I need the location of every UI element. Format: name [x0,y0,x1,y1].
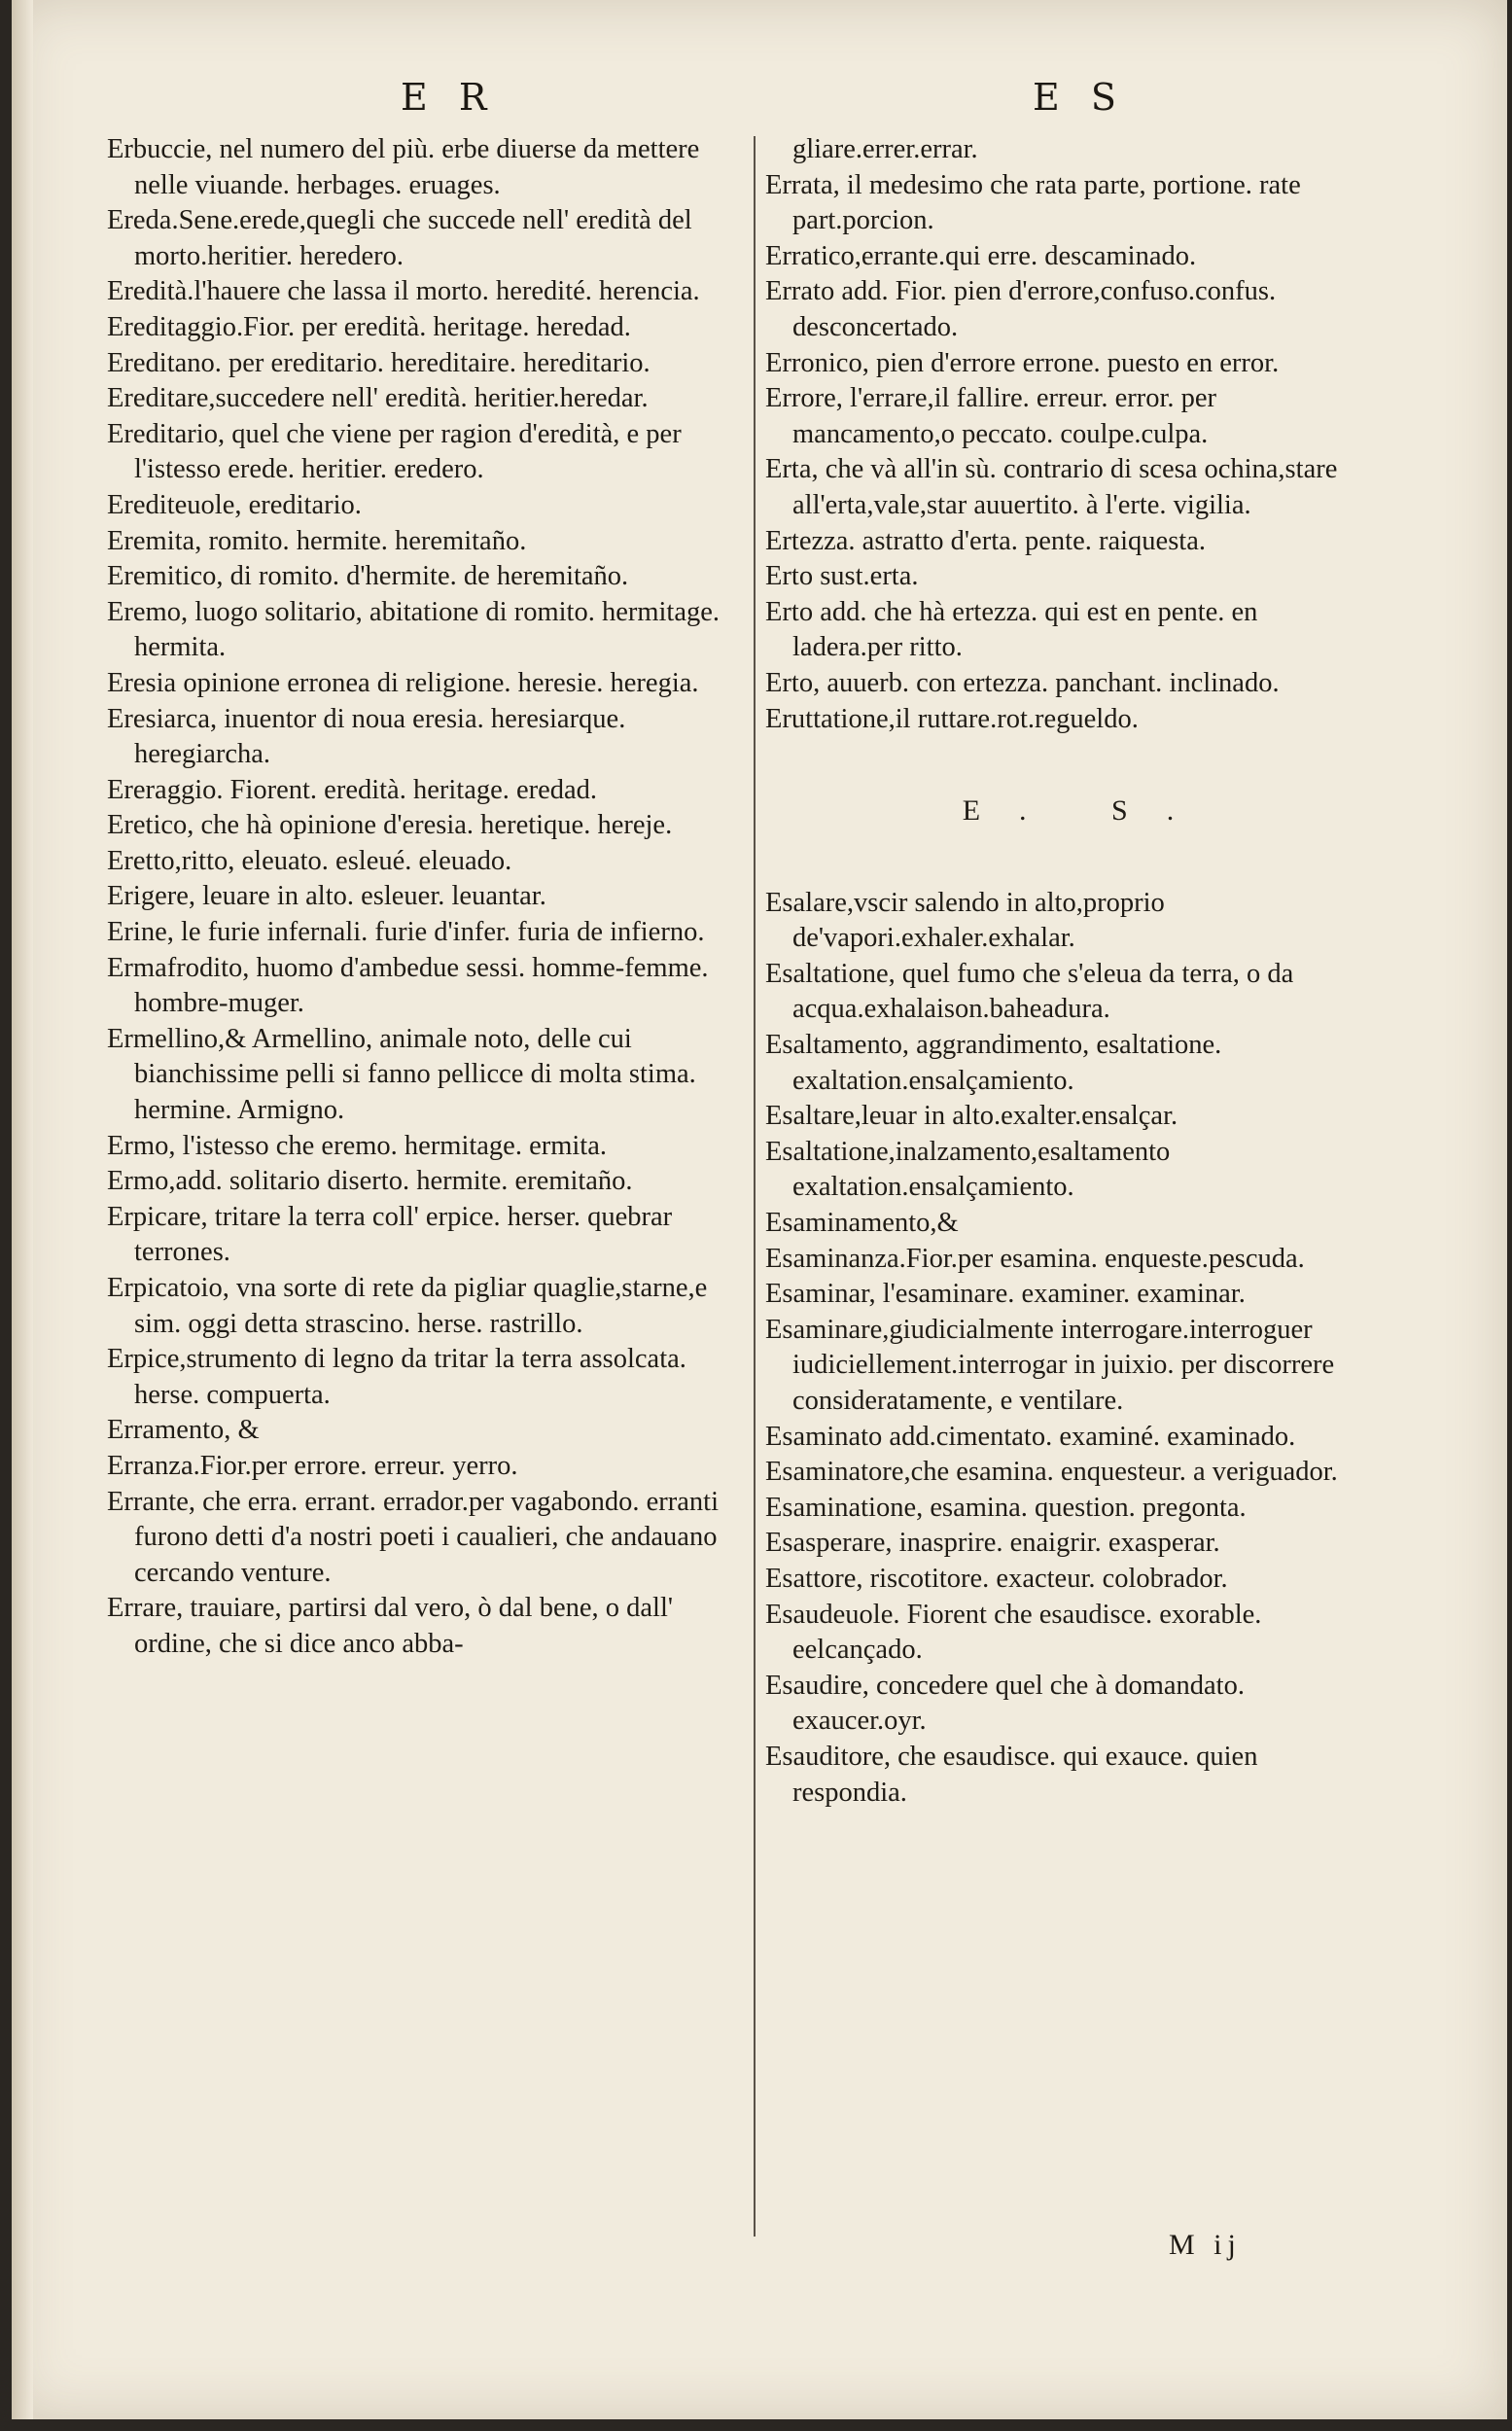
dictionary-entry: Esaltamento, aggrandimento, esaltatione. exaltation.ensalçamiento. [765,1030,1222,1096]
dictionary-entry: Esaudire, concedere quel che à domandato. exaucer.oyr. [765,1670,1245,1737]
dictionary-entry: Esaltatione, quel fumo che s'eleua da terra, o da acqua.exhalaison.baheadura. [765,958,1294,1025]
right-column-top-entries [765,132,1371,737]
dictionary-entry: Eresia opinione erronea di religione. heresie. heregia. [107,667,699,698]
dictionary-entry: Esasperare, inasprire. enaigrir. exasperar. [765,1528,1220,1559]
dictionary-entry: Ereda.Sene.erede,quegli che succede nell' eredità del morto.heritier. heredero. [107,205,692,271]
signature-mark: M ij [1169,2229,1242,2261]
dictionary-entry: Esaminatione, esamina. question. pregonta. [765,1492,1247,1523]
dictionary-entry: Erbuccie, nel numero del più. erbe diuerse da mettere nelle viuande. herbages. eruages. [107,134,700,200]
dictionary-entry: Esaminar, l'esaminare. examiner. examinar. [765,1279,1246,1310]
dictionary-entry: Esalare,vscir salendo in alto,proprio de'vapori.exhaler.exhalar. [765,887,1165,954]
dictionary-entry: Eresiarca, inuentor di noua eresia. heresiarque. heregiarcha. [107,703,626,770]
dictionary-entry: Ermo,add. solitario diserto. hermite. eremitaño. [107,1166,633,1197]
dictionary-entry: Esattore, riscotitore. exacteur. colobrador. [765,1563,1228,1594]
dictionary-entry: Esaltatione,inalzamento,esaltamento exaltation.ensalçamiento. [765,1136,1171,1203]
dictionary-entry: Esaudeuole. Fiorent che esaudisce. exorable. eelcançado. [765,1599,1262,1666]
dictionary-entry: Erine, le furie infernali. furie d'infer. furia de infierno. [107,917,705,948]
dictionary-entry: Ermellino,& Armellino, animale noto, delle cui bianchissime pelli si fanno pellicce di molta stima. hermine. Armigno. [107,1023,696,1126]
dictionary-entry: Ereditare,succedere nell' eredità. heritier.heredar. [107,383,649,414]
column-divider [754,136,756,2237]
dictionary-entry: Errare, trauiare, partirsi dal vero, ò dal bene, o dall' ordine, che si dice anco abba- [107,1593,673,1659]
dictionary-entry: Eredità.l'hauere che lassa il morto. heredité. herencia. [107,276,700,307]
dictionary-entry: Eretico, che hà opinione d'eresia. heretique. hereje. [107,810,673,841]
dictionary-entry: Ermafrodito, huomo d'ambedue sessi. homme-femme. hombre-muger. [107,952,709,1019]
dictionary-entry: Ereditaggio.Fior. per eredità. heritage. heredad. [107,311,631,342]
dictionary-entry: Esaltare,leuar in alto.exalter.ensalçar. [765,1101,1178,1132]
right-column [765,132,1371,1811]
dictionary-entry: Erpicatoio, vna sorte di rete da pigliar quaglie,starne,e sim. oggi detta strascino. herse. rastrillo. [107,1273,708,1339]
right-column-bottom-entries [765,886,1371,1811]
dictionary-entry: Ereraggio. Fiorent. eredità. heritage. eredad. [107,774,598,805]
running-head-right: E S [1033,76,1126,119]
dictionary-entry: Erediteuole, ereditario. [107,489,362,520]
running-head-left: E R [401,76,497,119]
dictionary-entry: Erto sust.erta. [765,561,919,592]
dictionary-entry: Eremo, luogo solitario, abitatione di romito. hermitage. hermita. [107,596,721,663]
dictionary-entry: Erramento, & [107,1415,260,1446]
dictionary-entry: Erto add. che hà ertezza. qui est en pente. en ladera.per ritto. [765,596,1258,663]
dictionary-entry: Esaminamento,& [765,1208,959,1239]
dictionary-entry: Erronico, pien d'errore errone. puesto en error. [765,347,1280,378]
dictionary-entry: Erratico,errante.qui erre. descaminado. [765,240,1197,271]
dictionary-entry: Erigere, leuare in alto. esleuer. leuantar. [107,881,546,912]
dictionary-entry: Erpicare, tritare la terra coll' erpice. herser. quebrar terrones. [107,1201,673,1268]
dictionary-entry: Ereditario, quel che viene per ragion d'eredità, e per l'istesso erede. heritier. eredero. [107,418,682,485]
dictionary-entry: Errante, che erra. errant. errador.per vagabondo. erranti furono detti d'a nostri poeti i caualieri, che andauano cercando venture. [107,1486,720,1588]
dictionary-entry: Ermo, l'istesso che eremo. hermitage. ermita. [107,1130,608,1161]
dictionary-entry: gliare.errer.errar. [792,134,978,164]
dictionary-entry: Errato add. Fior. pien d'errore,confuso.confus. desconcertado. [765,276,1277,342]
dictionary-entry: Eruttatione,il ruttare.rot.regueldo. [765,703,1139,734]
page-gutter [12,0,33,2419]
dictionary-entry: Esaminato add.cimentato. examiné. examinado. [765,1421,1296,1452]
dictionary-entry: Erto, auuerb. con ertezza. panchant. inclinado. [765,667,1280,698]
dictionary-entry: Esaminatore,che esamina. enquesteur. a veriguador. [765,1457,1338,1488]
section-title: E. S. [962,794,1213,828]
dictionary-entry: Erpice,strumento di legno da tritar la terra assolcata. herse. compuerta. [107,1344,686,1410]
dictionary-entry: Ereditano. per ereditario. hereditaire. hereditario. [107,347,651,378]
dictionary-entry: Esauditore, che esaudisce. qui exauce. quien respondia. [765,1741,1258,1808]
dictionary-entry: Errata, il medesimo che rata parte, portione. rate part.porcion. [765,169,1301,236]
dictionary-entry: Ertezza. astratto d'erta. pente. raiquesta. [765,525,1206,556]
dictionary-entry: Erta, che và all'in sù. contrario di scesa ochina,stare all'erta,vale,star auuertito. à l'erte. vigilia. [765,454,1338,520]
dictionary-entry: Esaminare,giudicialmente interrogare.interroguer iudiciellement.interrogar in juixio. per discorrere consideratamente, e ventilare. [765,1314,1335,1416]
dictionary-entry: Esaminanza.Fior.per esamina. enqueste.pescuda. [765,1243,1305,1274]
left-column [107,132,737,1663]
dictionary-entry: Errore, l'errare,il fallire. erreur. error. per mancamento,o peccato. coulpe.culpa. [765,383,1217,449]
dictionary-entry: Erranza.Fior.per errore. erreur. yerro. [107,1450,518,1481]
dictionary-page [12,0,1507,2419]
dictionary-entry: Eremitico, di romito. d'hermite. de heremitaño. [107,561,629,592]
dictionary-entry: Eremita, romito. hermite. heremitaño. [107,525,527,556]
dictionary-entry: Eretto,ritto, eleuato. esleué. eleuado. [107,845,512,876]
